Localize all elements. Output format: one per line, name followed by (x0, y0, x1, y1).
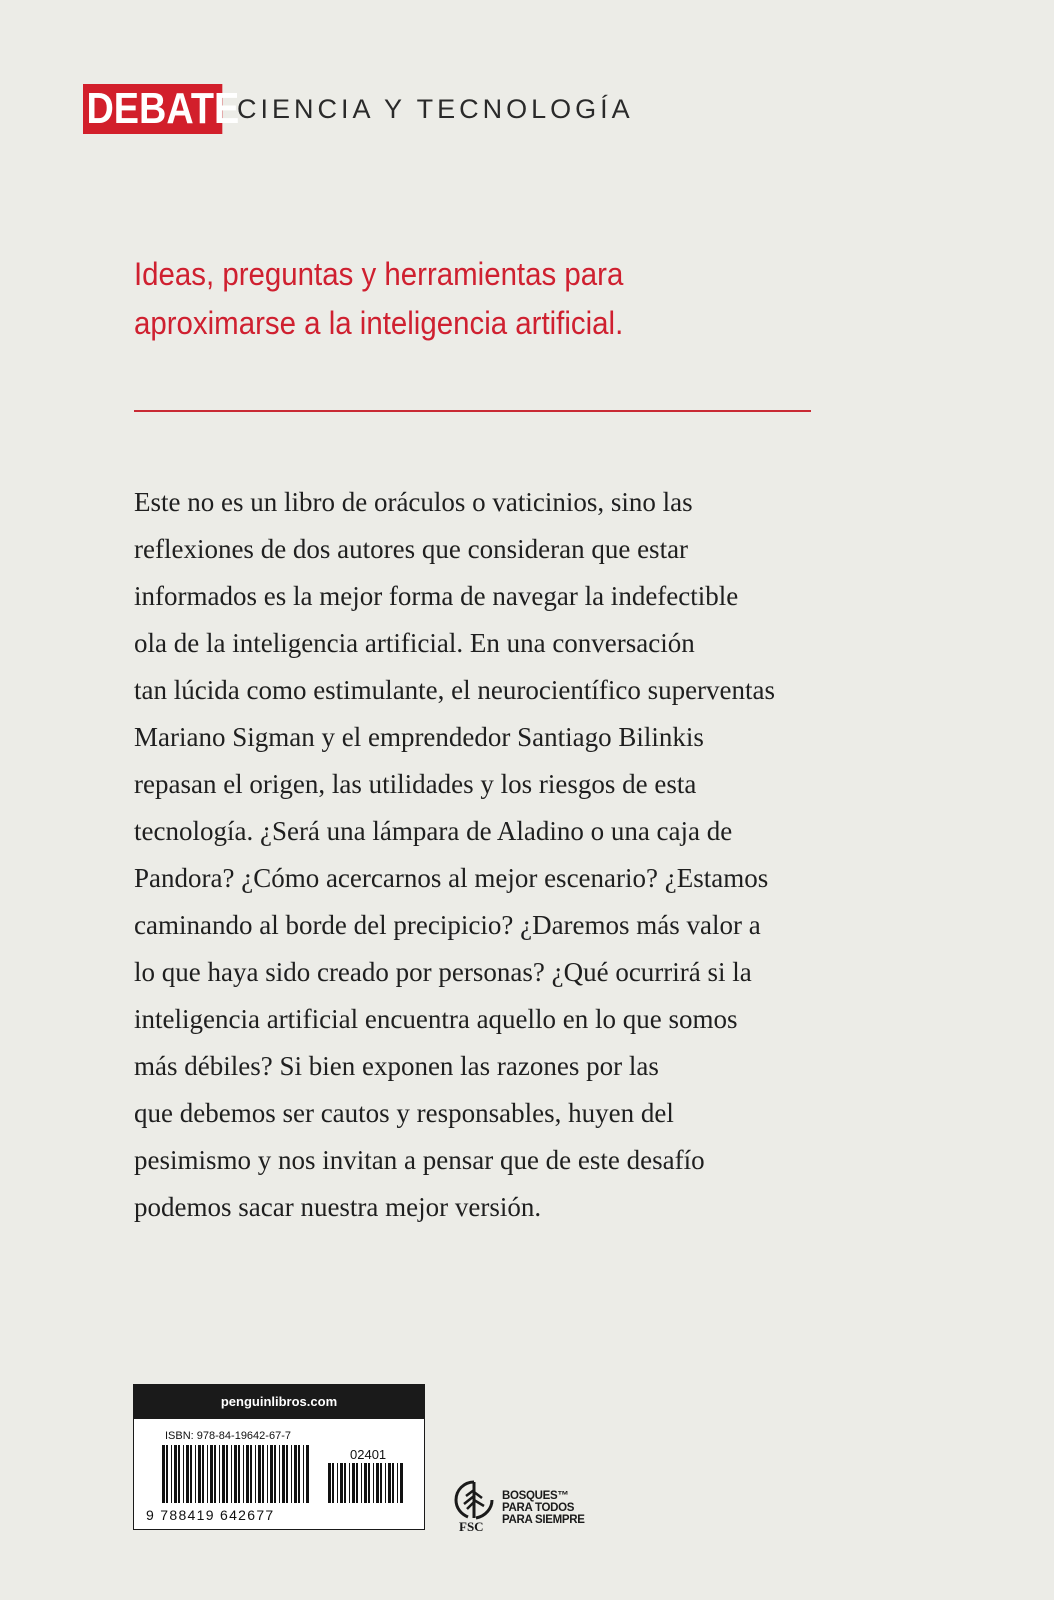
barcode-bar (368, 1463, 370, 1503)
synopsis-line: tecnología. ¿Será una lámpara de Aladino o una caja de (134, 816, 733, 846)
fsc-slogan (502, 1490, 585, 1526)
barcode-bar (373, 1463, 374, 1503)
barcode-bar (294, 1445, 297, 1503)
barcode-digits: 9 788419 642677 (146, 1507, 275, 1523)
barcode-bar (246, 1445, 249, 1503)
barcode-bar (210, 1445, 213, 1503)
barcode-bar (195, 1445, 196, 1503)
publisher-logo: DEBATE (83, 84, 222, 134)
barcode-bar (166, 1445, 168, 1503)
barcode-addon: 02401 (350, 1447, 387, 1462)
barcode-bar (279, 1445, 280, 1503)
barcode-bar (298, 1445, 300, 1503)
barcode-bar (397, 1463, 398, 1503)
fsc-label: FSC (459, 1519, 484, 1534)
barcode-bar (282, 1445, 285, 1503)
barcode-bar (364, 1463, 367, 1503)
barcode-bar (388, 1463, 391, 1503)
barcode-panel (133, 1384, 425, 1530)
tagline (134, 250, 796, 348)
barcode-bar (238, 1445, 240, 1503)
barcode-bar (219, 1445, 220, 1503)
barcode-bar (392, 1463, 394, 1503)
barcode-bar (352, 1463, 355, 1503)
tagline-line: aproximarse a la inteligencia artificial. (134, 305, 624, 341)
barcode-bar (380, 1463, 382, 1503)
barcode-bar (198, 1445, 201, 1503)
barcode-bar (186, 1445, 189, 1503)
fsc-slogan-line: BOSQUES™ (502, 1490, 569, 1502)
barcode-bar (286, 1445, 288, 1503)
barcode-bar (222, 1445, 225, 1503)
barcode-bar (303, 1445, 304, 1503)
synopsis-line: Pandora? ¿Cómo acercarnos al mejor escenario? ¿Estamos (134, 863, 769, 893)
barcode-bar (270, 1445, 273, 1503)
synopsis-line: tan lúcida como estimulante, el neurocientífico superventas (134, 675, 776, 705)
barcode-bar (267, 1445, 268, 1503)
barcode-bar (231, 1445, 232, 1503)
synopsis-line: Mariano Sigman y el emprendedor Santiago Bilinkis (134, 722, 704, 752)
synopsis-line: informados es la mejor forma de navegar la indefectible (134, 581, 739, 611)
barcode-bar (376, 1463, 379, 1503)
synopsis-line: reflexiones de dos autores que consideran que estar (134, 534, 689, 564)
synopsis-line: inteligencia artificial encuentra aquello en lo que somos (134, 1004, 738, 1034)
barcode-bar (183, 1445, 184, 1503)
barcode-bar (344, 1463, 346, 1503)
barcode-bar (361, 1463, 362, 1503)
barcode-bar (349, 1463, 350, 1503)
barcode-bar (332, 1463, 334, 1503)
divider (134, 410, 811, 412)
barcode-bar (178, 1445, 180, 1503)
barcode-bar (337, 1463, 338, 1503)
synopsis-line: más débiles? Si bien exponen las razones por las (134, 1051, 659, 1081)
barcode-bar (226, 1445, 228, 1503)
barcode-bar (274, 1445, 276, 1503)
barcode-bar (356, 1463, 358, 1503)
fsc-slogan-line: PARA SIEMPRE (502, 1514, 585, 1526)
collection-name: CIENCIA Y TECNOLOGÍA (237, 93, 634, 124)
synopsis (134, 479, 894, 1231)
barcode-bar (243, 1445, 244, 1503)
barcode-bar (250, 1445, 252, 1503)
barcode-bar (400, 1463, 403, 1503)
isbn-text: ISBN: 978-84-19642-67-7 (165, 1430, 291, 1442)
tagline-line: Ideas, preguntas y herramientas para (134, 256, 624, 292)
barcode-bar (234, 1445, 237, 1503)
synopsis-line: que debemos ser cautos y responsables, huyen del (134, 1098, 674, 1128)
barcode-bar (340, 1463, 343, 1503)
synopsis-line: pesimismo y nos invitan a pensar que de este desafío (134, 1145, 705, 1175)
synopsis-line: lo que haya sido creado por personas? ¿Qué ocurrirá si la (134, 957, 752, 987)
publisher-url: penguinlibros.com (134, 1385, 424, 1419)
barcode-bar (190, 1445, 192, 1503)
barcode-bar (202, 1445, 204, 1503)
fsc-slogan-line: PARA TODOS (502, 1502, 575, 1514)
synopsis-line: podemos sacar nuestra mejor versión. (134, 1192, 542, 1222)
barcode-bar (328, 1463, 331, 1503)
barcode-bar (306, 1445, 309, 1503)
barcode-bar (291, 1445, 292, 1503)
synopsis-line: Este no es un libro de oráculos o vaticinios, sino las (134, 487, 693, 517)
barcode-bar (262, 1445, 264, 1503)
fsc-tree-icon (452, 1478, 496, 1522)
barcode-bar (255, 1445, 256, 1503)
barcode-bar (258, 1445, 261, 1503)
barcode-bar (162, 1445, 165, 1503)
barcode-bar (171, 1445, 172, 1503)
synopsis-line: repasan el origen, las utilidades y los riesgos de esta (134, 769, 697, 799)
synopsis-line: ola de la inteligencia artificial. En una conversación (134, 628, 695, 658)
synopsis-line: caminando al borde del precipicio? ¿Daremos más valor a (134, 910, 761, 940)
barcode-bar (174, 1445, 177, 1503)
barcode-bar (385, 1463, 386, 1503)
publisher-header (83, 84, 634, 134)
barcode-bar (207, 1445, 208, 1503)
barcode-bar (214, 1445, 216, 1503)
